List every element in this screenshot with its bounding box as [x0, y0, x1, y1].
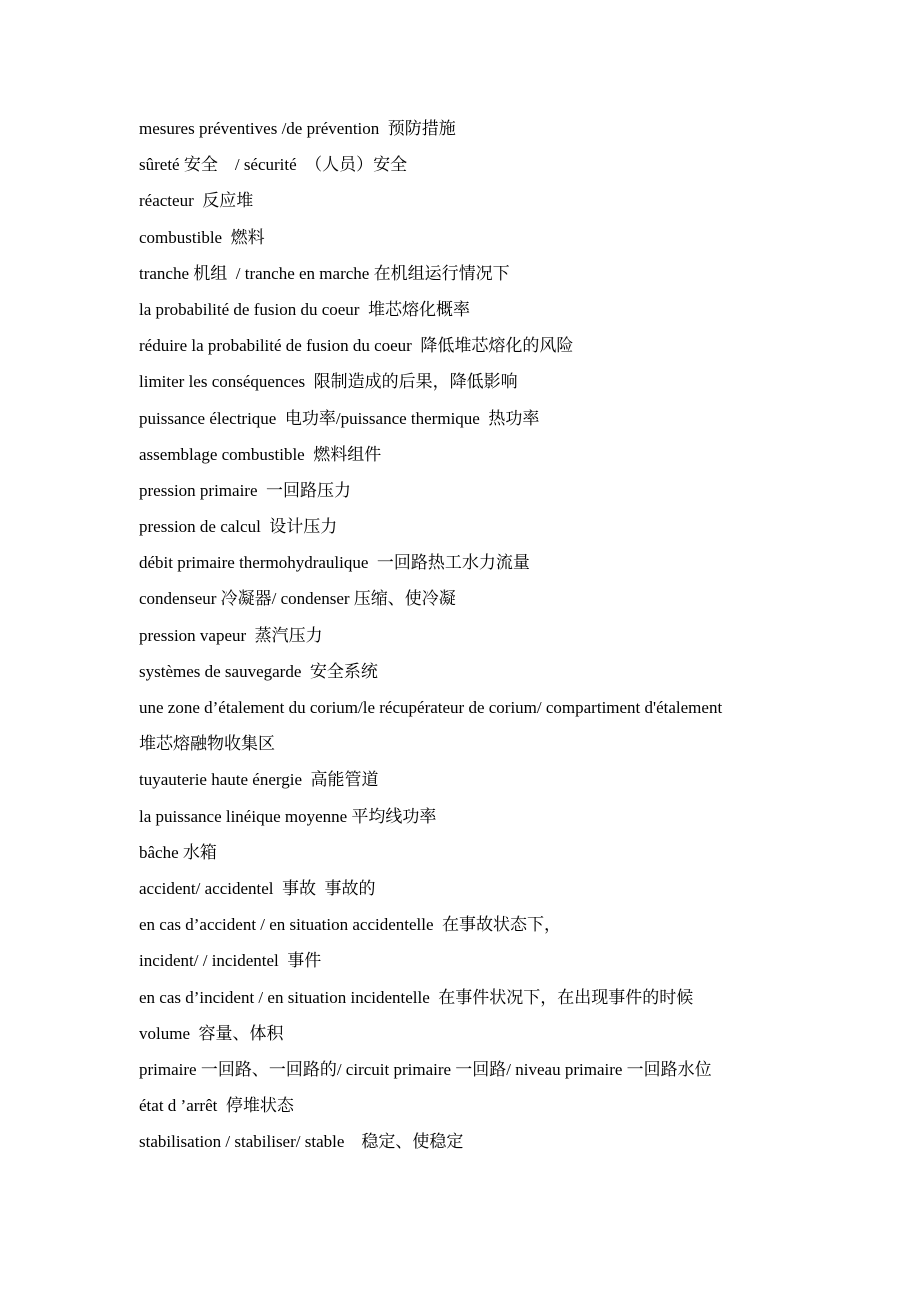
glossary-line: condenseur 冷凝器/ condenser 压缩、使冷凝: [139, 589, 456, 609]
glossary-list: [139, 111, 839, 1160]
glossary-line: tuyauterie haute énergie 高能管道: [139, 770, 379, 790]
glossary-line: puissance électrique 电功率/puissance thermique 热功率: [139, 408, 540, 428]
glossary-line: tranche 机组 / tranche en marche 在机组运行情况下: [139, 263, 510, 283]
glossary-line: réduire la probabilité de fusion du coeur 降低堆芯熔化的风险: [139, 336, 574, 356]
glossary-line: mesures préventives /de prévention 预防措施: [139, 119, 456, 138]
glossary-line: en cas d’incident / en situation incidentelle 在事件状况下，在出现事件的时候: [139, 987, 694, 1007]
glossary-line: assemblage combustible 燃料组件: [139, 444, 382, 464]
glossary-line: 堆芯熔融物收集区: [139, 734, 275, 754]
glossary-line: la probabilité de fusion du coeur 堆芯熔化概率: [139, 299, 470, 319]
glossary-line: réacteur 反应堆: [139, 191, 254, 211]
glossary-line: stabilisation / stabiliser/ stable 稳定、使稳定: [139, 1132, 464, 1152]
glossary-line: systèmes de sauvegarde 安全系统: [139, 661, 378, 681]
glossary-line: accident/ accidentel 事故 事故的: [139, 878, 376, 898]
glossary-line: la puissance linéique moyenne 平均线功率: [139, 806, 437, 826]
glossary-line: débit primaire thermohydraulique 一回路热工水力流量: [139, 553, 530, 573]
glossary-line: combustible 燃料: [139, 227, 265, 247]
glossary-line: sûreté 安全 / sécurité （人员）安全: [139, 155, 408, 175]
glossary-line: une zone d’étalement du corium/le récupérateur de corium/ compartiment d'étalement: [139, 698, 723, 717]
glossary-line: limiter les conséquences 限制造成的后果，降低影响: [139, 372, 518, 392]
glossary-line: pression vapeur 蒸汽压力: [139, 625, 323, 645]
glossary-line: en cas d’accident / en situation accidentelle 在事故状态下，: [139, 915, 562, 935]
glossary-line: volume 容量、体积: [139, 1023, 284, 1043]
glossary-line: pression primaire 一回路压力: [139, 480, 351, 500]
glossary-line: état d ’arrêt 停堆状态: [139, 1096, 294, 1116]
glossary-line: pression de calcul 设计压力: [139, 517, 338, 537]
glossary-line: incident/ / incidentel 事件: [139, 951, 322, 971]
glossary-line: bâche 水箱: [139, 842, 217, 862]
glossary-line: primaire 一回路、一回路的/ circuit primaire 一回路/ niveau primaire 一回路水位: [139, 1059, 712, 1079]
